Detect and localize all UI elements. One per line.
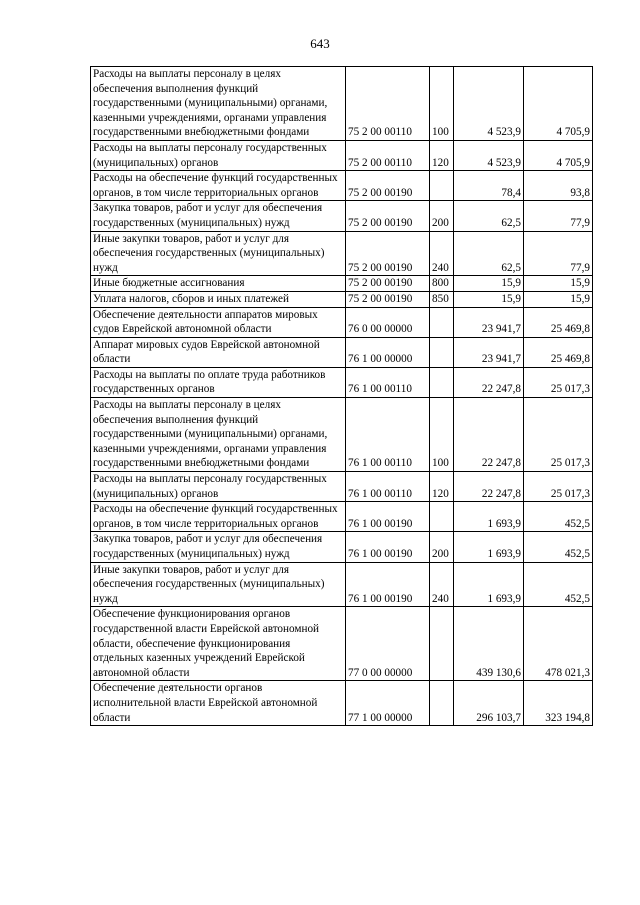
name-cell: Иные закупки товаров, работ и услуг для обеспечения государственных (муниципальных) нужд xyxy=(91,231,346,276)
value-2022-cell: 452,5 xyxy=(524,502,593,532)
value-2021-cell: 15,9 xyxy=(454,291,524,307)
name-cell: Расходы на выплаты персоналу в целях обеспечения выполнения функций государственными (муниципальными) органами, казенными учреждениями, органами управления государственными внебюджетными фондами xyxy=(91,67,346,141)
table-row xyxy=(91,367,593,397)
value-2022-cell: 452,5 xyxy=(524,532,593,562)
code-cell: 76 1 00 00190 xyxy=(346,532,430,562)
value-2022-cell: 25 469,8 xyxy=(524,307,593,337)
value-2021-cell: 4 523,9 xyxy=(454,140,524,170)
type-cell xyxy=(430,681,454,726)
table-row xyxy=(91,276,593,292)
type-cell xyxy=(430,502,454,532)
name-cell: Расходы на выплаты персоналу в целях обеспечения выполнения функций государственными (муниципальными) органами, казенными учреждениями, органами управления государственными внебюджетными фондами xyxy=(91,398,346,472)
name-cell: Обеспечение деятельности органов исполнительной власти Еврейской автономной области xyxy=(91,681,346,726)
type-cell: 120 xyxy=(430,140,454,170)
value-2021-cell: 62,5 xyxy=(454,231,524,276)
page-number: 643 xyxy=(310,36,330,51)
name-cell: Иные закупки товаров, работ и услуг для обеспечения государственных (муниципальных) нужд xyxy=(91,562,346,607)
name-cell: Расходы на выплаты персоналу государственных (муниципальных) органов xyxy=(91,472,346,502)
name-cell: Расходы на выплаты по оплате труда работников государственных органов xyxy=(91,367,346,397)
value-2022-cell: 77,9 xyxy=(524,231,593,276)
value-2022-cell: 4 705,9 xyxy=(524,67,593,141)
code-cell: 77 0 00 00000 xyxy=(346,607,430,681)
type-cell xyxy=(430,171,454,201)
name-cell: Аппарат мировых судов Еврейской автономной области xyxy=(91,337,346,367)
name-cell: Расходы на обеспечение функций государственных органов, в том числе территориальных органов xyxy=(91,502,346,532)
table-row xyxy=(91,532,593,562)
budget-table xyxy=(90,66,593,726)
value-2022-cell: 25 017,3 xyxy=(524,472,593,502)
value-2021-cell: 23 941,7 xyxy=(454,307,524,337)
table-row xyxy=(91,201,593,231)
table-row xyxy=(91,502,593,532)
value-2021-cell: 78,4 xyxy=(454,171,524,201)
value-2021-cell: 1 693,9 xyxy=(454,562,524,607)
value-2021-cell: 15,9 xyxy=(454,276,524,292)
code-cell: 76 1 00 00000 xyxy=(346,337,430,367)
type-cell: 240 xyxy=(430,231,454,276)
type-cell: 240 xyxy=(430,562,454,607)
type-cell: 120 xyxy=(430,472,454,502)
type-cell xyxy=(430,367,454,397)
name-cell: Расходы на обеспечение функций государственных органов, в том числе территориальных органов xyxy=(91,171,346,201)
code-cell: 75 2 00 00190 xyxy=(346,276,430,292)
type-cell xyxy=(430,307,454,337)
table-row xyxy=(91,562,593,607)
value-2022-cell: 25 017,3 xyxy=(524,398,593,472)
type-cell: 100 xyxy=(430,398,454,472)
table-row xyxy=(91,472,593,502)
table-row xyxy=(91,171,593,201)
code-cell: 76 1 00 00190 xyxy=(346,562,430,607)
value-2021-cell: 1 693,9 xyxy=(454,532,524,562)
type-cell: 200 xyxy=(430,201,454,231)
value-2022-cell: 323 194,8 xyxy=(524,681,593,726)
table-row xyxy=(91,67,593,141)
value-2021-cell: 22 247,8 xyxy=(454,472,524,502)
name-cell: Обеспечение деятельности аппаратов мировых судов Еврейской автономной области xyxy=(91,307,346,337)
value-2021-cell: 4 523,9 xyxy=(454,67,524,141)
table-row xyxy=(91,307,593,337)
value-2021-cell: 1 693,9 xyxy=(454,502,524,532)
table-body xyxy=(91,67,593,726)
value-2021-cell: 62,5 xyxy=(454,201,524,231)
table-row xyxy=(91,231,593,276)
value-2022-cell: 25 017,3 xyxy=(524,367,593,397)
table-row xyxy=(91,681,593,726)
code-cell: 75 2 00 00190 xyxy=(346,201,430,231)
type-cell: 850 xyxy=(430,291,454,307)
name-cell: Иные бюджетные ассигнования xyxy=(91,276,346,292)
value-2021-cell: 22 247,8 xyxy=(454,367,524,397)
code-cell: 76 1 00 00110 xyxy=(346,472,430,502)
value-2022-cell: 77,9 xyxy=(524,201,593,231)
value-2022-cell: 4 705,9 xyxy=(524,140,593,170)
name-cell: Закупка товаров, работ и услуг для обеспечения государственных (муниципальных) нужд xyxy=(91,201,346,231)
table-row xyxy=(91,140,593,170)
name-cell: Расходы на выплаты персоналу государственных (муниципальных) органов xyxy=(91,140,346,170)
code-cell: 75 2 00 00110 xyxy=(346,140,430,170)
table-row xyxy=(91,291,593,307)
value-2022-cell: 15,9 xyxy=(524,276,593,292)
value-2021-cell: 296 103,7 xyxy=(454,681,524,726)
table-row xyxy=(91,398,593,472)
code-cell: 75 2 00 00190 xyxy=(346,291,430,307)
value-2021-cell: 22 247,8 xyxy=(454,398,524,472)
code-cell: 75 2 00 00190 xyxy=(346,231,430,276)
code-cell: 76 1 00 00190 xyxy=(346,502,430,532)
table-row xyxy=(91,607,593,681)
code-cell: 77 1 00 00000 xyxy=(346,681,430,726)
type-cell: 100 xyxy=(430,67,454,141)
code-cell: 75 2 00 00110 xyxy=(346,67,430,141)
type-cell xyxy=(430,337,454,367)
type-cell: 800 xyxy=(430,276,454,292)
value-2022-cell: 93,8 xyxy=(524,171,593,201)
code-cell: 76 0 00 00000 xyxy=(346,307,430,337)
value-2022-cell: 25 469,8 xyxy=(524,337,593,367)
code-cell: 76 1 00 00110 xyxy=(346,367,430,397)
value-2022-cell: 452,5 xyxy=(524,562,593,607)
code-cell: 75 2 00 00190 xyxy=(346,171,430,201)
value-2022-cell: 15,9 xyxy=(524,291,593,307)
value-2021-cell: 439 130,6 xyxy=(454,607,524,681)
type-cell: 200 xyxy=(430,532,454,562)
code-cell: 76 1 00 00110 xyxy=(346,398,430,472)
type-cell xyxy=(430,607,454,681)
table-row xyxy=(91,337,593,367)
value-2022-cell: 478 021,3 xyxy=(524,607,593,681)
name-cell: Обеспечение функционирования органов государственной власти Еврейской автономной области, обеспечение функционирования отдельных казенных учреждений Еврейской автономной области xyxy=(91,607,346,681)
name-cell: Закупка товаров, работ и услуг для обеспечения государственных (муниципальных) нужд xyxy=(91,532,346,562)
name-cell: Уплата налогов, сборов и иных платежей xyxy=(91,291,346,307)
value-2021-cell: 23 941,7 xyxy=(454,337,524,367)
